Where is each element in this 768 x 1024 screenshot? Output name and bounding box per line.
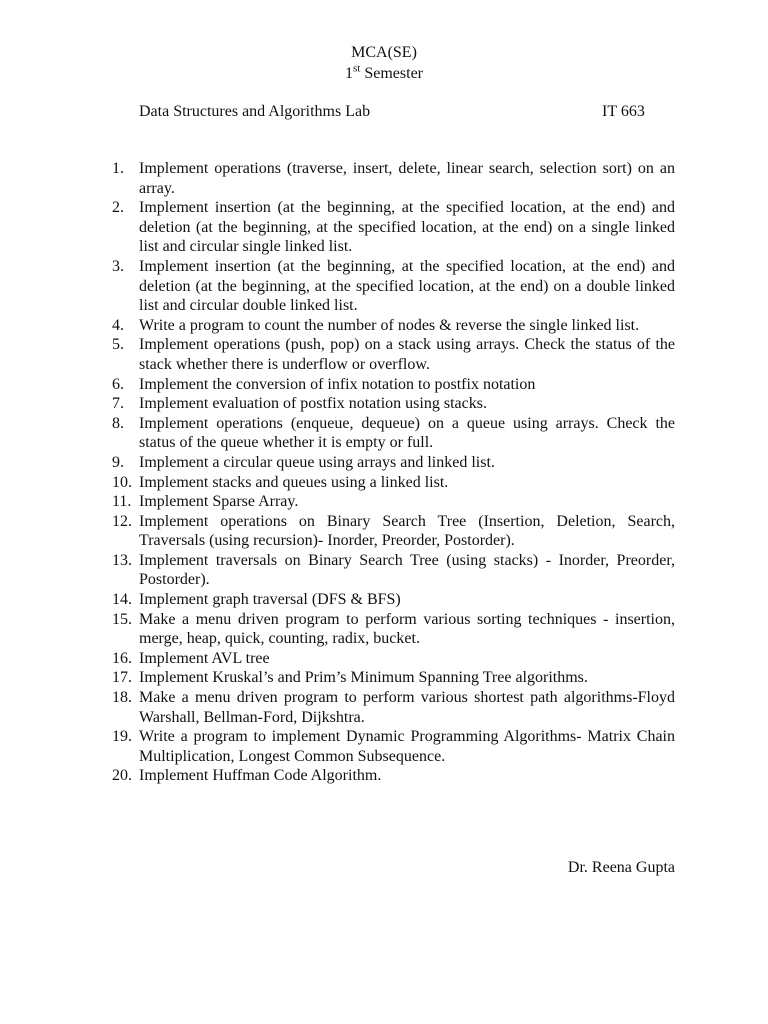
semester-word: Semester: [360, 65, 423, 82]
semester-suffix: st: [353, 62, 361, 75]
item-number: 18.: [112, 689, 132, 707]
list-item: [112, 668, 675, 688]
item-text: Implement the conversion of infix notation to postfix notation: [139, 375, 536, 393]
item-text: Implement insertion (at the beginning, at the specified location, at the end) and deletion (at the beginning, at the specified location, at the end) on a single linked list and circular single linked list.: [139, 199, 675, 256]
list-item: [112, 492, 675, 512]
course-code: IT 663: [602, 103, 645, 120]
item-number: 4.: [112, 316, 124, 334]
item-number: 5.: [112, 336, 124, 354]
list-item: [112, 766, 675, 786]
item-text: Implement operations (push, pop) on a stack using arrays. Check the status of the stack whether there is underflow or overflow.: [139, 336, 675, 373]
list-item: [112, 590, 675, 610]
item-number: 19.: [112, 728, 132, 746]
list-item: [112, 316, 675, 336]
signature-name: Dr. Reena Gupta: [567, 859, 675, 876]
list-item: [112, 198, 675, 257]
exercise-list: [112, 159, 675, 786]
list-item: [112, 473, 675, 493]
item-text: Implement AVL tree: [139, 649, 270, 667]
item-number: 20.: [112, 767, 132, 785]
list-item: [112, 257, 675, 316]
semester-number: 1: [345, 65, 353, 82]
list-item: [112, 159, 675, 198]
item-number: 8.: [112, 414, 124, 432]
item-text: Implement traversals on Binary Search Tree (using stacks) - Inorder, Preorder, Postorder).: [139, 551, 675, 589]
list-item: [112, 394, 675, 414]
list-item: [112, 688, 675, 727]
item-number: 12.: [112, 512, 132, 530]
item-text: Implement operations (enqueue, dequeue) on a queue using arrays. Check the status of the queue whether it is empty or full.: [139, 414, 675, 452]
item-text: Implement operations (traverse, insert, delete, linear search, selection sort) on an array.: [139, 160, 675, 197]
list-item: [112, 551, 675, 590]
item-number: 6.: [112, 375, 124, 393]
item-text: Implement evaluation of postfix notation using stacks.: [139, 395, 487, 413]
item-text: Implement insertion (at the beginning, at the specified location, at the end) and deletion (at the beginning, at the specified location, at the end) on a double linked list and circular double linked list.: [139, 257, 675, 315]
item-text: Implement a circular queue using arrays and linked list.: [139, 453, 495, 471]
list-item: [112, 727, 675, 766]
item-number: 3.: [112, 257, 124, 275]
list-item: [112, 512, 675, 551]
item-text: Implement Kruskal’s and Prim’s Minimum Spanning Tree algorithms.: [139, 669, 588, 687]
item-text: Implement Sparse Array.: [139, 493, 299, 511]
item-number: 9.: [112, 453, 124, 471]
item-number: 2.: [112, 199, 124, 217]
item-number: 14.: [112, 591, 132, 609]
item-text: Write a program to count the number of nodes & reverse the single linked list.: [139, 316, 640, 334]
item-number: 17.: [112, 669, 132, 687]
item-text: Make a menu driven program to perform various shortest path algorithms-Floyd Warshall, Bellman-Ford, Dijkshtra.: [139, 689, 675, 726]
semester-title: [0, 64, 768, 84]
list-item: [112, 453, 675, 473]
item-number: 15.: [112, 610, 132, 628]
item-number: 10.: [112, 473, 132, 491]
item-number: 7.: [112, 395, 124, 413]
item-number: 13.: [112, 551, 132, 569]
course-title: Data Structures and Algorithms Lab: [139, 103, 371, 120]
list-item: [112, 649, 675, 669]
list-item: [112, 335, 675, 374]
item-text: Implement stacks and queues using a linked list.: [139, 473, 449, 491]
program-title: MCA(SE): [351, 44, 417, 61]
list-item: [112, 414, 675, 453]
item-number: 16.: [112, 649, 132, 667]
item-text: Implement operations on Binary Search Tree (Insertion, Deletion, Search, Traversals (using recursion)- Inorder, Preorder, Postorder).: [139, 512, 675, 550]
item-number: 11.: [112, 493, 132, 511]
item-text: Implement graph traversal (DFS & BFS): [139, 591, 401, 609]
item-text: Make a menu driven program to perform various sorting techniques - insertion, merge, heap, quick, counting, radix, bucket.: [139, 610, 675, 648]
list-item: [112, 375, 675, 395]
item-text: Implement Huffman Code Algorithm.: [139, 767, 382, 785]
list-item: [112, 610, 675, 649]
item-text: Write a program to implement Dynamic Programming Algorithms- Matrix Chain Multiplication, Longest Common Subsequence.: [139, 728, 675, 765]
item-number: 1.: [112, 160, 124, 177]
